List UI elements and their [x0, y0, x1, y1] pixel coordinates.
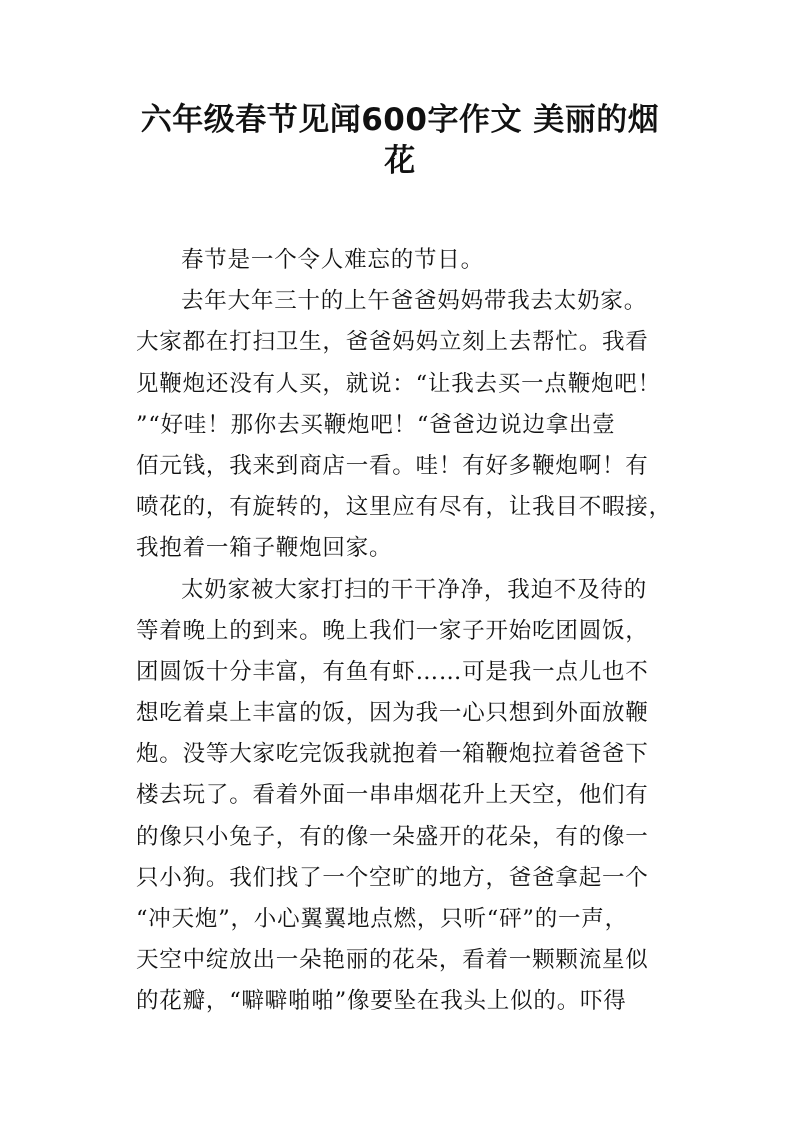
paragraph-2-line-3: 见鞭炮还没有人买，就说：“让我去买一点鞭炮吧！	[136, 370, 661, 397]
paragraph-3-line-6: 楼去玩了。看着外面一串串烟花升上天空，他们有	[136, 782, 649, 809]
paragraph-3-line-11: 的花瓣，“噼噼啪啪”像要坠在我头上似的。吓得	[136, 988, 627, 1015]
paragraph-3-line-9: “冲天炮”，小心翼翼地点燃，只听“砰”的一声，	[136, 906, 628, 932]
paragraph-3-line-1: 太奶家被大家打扫的干干净净，我迫不及待的	[181, 576, 648, 603]
paragraph-2-line-4: ”“好哇！那你去买鞭炮吧！“爸爸边说边拿出壹	[136, 411, 616, 438]
paragraph-2-line-5: 佰元钱，我来到商店一看。哇！有好多鞭炮啊！有	[136, 452, 649, 479]
paragraph-3-line-7: 的像只小兔子，有的像一朵盛开的花朵，有的像一	[136, 823, 649, 850]
title-line-1: 六年级春节见闻600字作文 美丽的烟	[140, 102, 660, 138]
paragraph-3-line-3: 团圆饭十分丰富，有鱼有虾……可是我一点儿也不	[136, 658, 649, 685]
paragraph-2-line-6: 喷花的，有旋转的，这里应有尽有，让我目不暇接，	[136, 494, 672, 521]
paragraph-3-line-4: 想吃着桌上丰富的饭，因为我一心只想到外面放鞭	[136, 700, 649, 727]
paragraph-2-line-1: 去年大年三十的上午爸爸妈妈带我去太奶家。	[181, 288, 648, 315]
paragraph-3-line-5: 炮。没等大家吃完饭我就抱着一箱鞭炮拉着爸爸下	[136, 741, 649, 768]
title-line-2: 花	[384, 143, 416, 180]
paragraph-2-line-2: 大家都在打扫卫生，爸爸妈妈立刻上去帮忙。我看	[136, 329, 649, 356]
paragraph-3-line-8: 只小狗。我们找了一个空旷的地方，爸爸拿起一个	[136, 864, 649, 891]
paragraph-2-line-7: 我抱着一箱子鞭炮回家。	[136, 535, 393, 562]
article-body	[136, 240, 672, 1023]
paragraph-3-line-10: 天空中绽放出一朵艳丽的花朵，看着一颗颗流星似	[136, 947, 649, 974]
paragraph-3-line-2: 等着晚上的到来。晚上我们一家子开始吃团圆饭，	[136, 617, 649, 644]
paragraph-1-line-1: 春节是一个令人难忘的节日。	[181, 247, 484, 273]
document-title	[100, 96, 700, 178]
